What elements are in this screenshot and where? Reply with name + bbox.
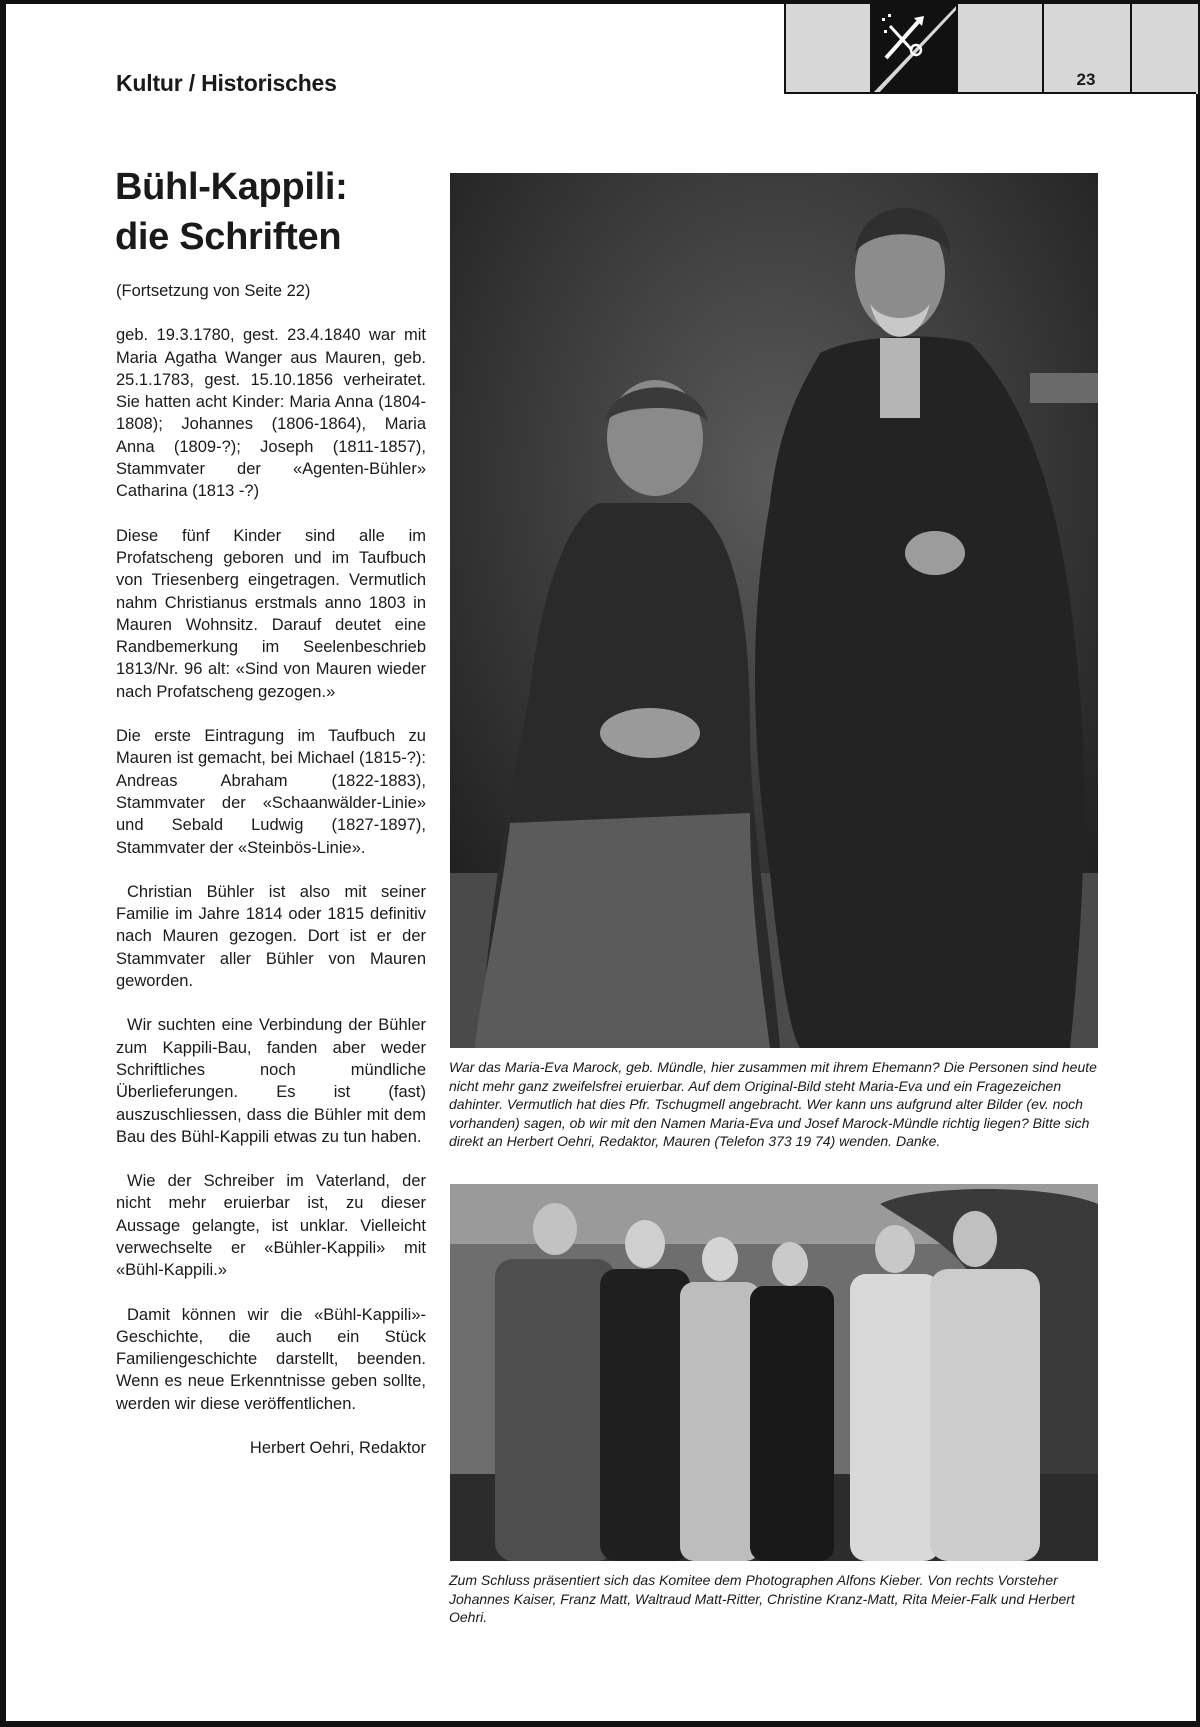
article-title	[115, 162, 415, 262]
header-cell	[784, 4, 872, 94]
committee-group-illustration	[450, 1184, 1098, 1561]
crossed-tools-emblem-icon	[872, 4, 958, 94]
photo-caption-bottom: Zum Schluss präsentiert sich das Komitee dem Photographen Alfons Kieber. Von rechts Vorsteher Johannes Kaiser, Franz Matt, Waltraud Matt-Ritter, Christine Kranz-Matt, Rita Meier-Falk und Herbert Oehri.	[449, 1572, 1075, 1626]
page-border-right	[1196, 0, 1200, 1727]
header-emblem-cell	[870, 4, 958, 94]
section-label: Kultur / Historisches	[116, 70, 337, 96]
article-paragraph: geb. 19.3.1780, gest. 23.4.1840 war mit Maria Agatha Wanger aus Mauren, geb. 25.1.1783, gest. 15.10.1856 verheiratet. Sie hatten acht Kinder: Maria Anna (1804-1808); Johannes (1806-1864), Maria Anna (1809-?); Joseph (1811-1857), Stammvater der «Agenten-Bühler» Catharina (1813 -?)	[116, 326, 426, 501]
page-border-bottom	[0, 1721, 1200, 1727]
article-paragraph: Wie der Schreiber im Vaterland, der nicht mehr eruierbar ist, zu dieser Aussage gelangte, ist unklar. Vielleicht verwechselte er «Bühler-Kappili» mit «Bühl-Kappili.»	[116, 1172, 426, 1280]
article-paragraph: Christian Bühler ist also mit seiner Familie im Jahre 1814 oder 1815 definitiv nach Mauren gezogen. Dort ist er der Stammvater aller Bühler von Mauren geworden.	[116, 882, 426, 991]
article-paragraph: Wir suchten eine Verbindung der Bühler zum Kappili-Bau, fanden aber weder Schriftliches noch mündliche Überlieferungen. Es ist (fast) auszuschliessen, dass die Bühler mit dem Bau des Bühl-Kappili etwas zu tun haben.	[116, 1016, 426, 1146]
header-rule	[784, 92, 1196, 94]
historic-couple-illustration	[450, 173, 1098, 1048]
article-title-line: die Schriften	[115, 216, 342, 258]
historic-couple-photo	[450, 173, 1098, 1048]
author-signature: Herbert Oehri, Redaktor	[249, 1439, 426, 1458]
article-paragraph: Die erste Eintragung im Taufbuch zu Mauren ist gemacht, bei Michael (1815-?): Andreas Abraham (1822-1883), Stammvater der «Schaanwälder-Linie» und Sebald Ludwig (1827-1897), Stammvater der «Steinbös-Linie».	[116, 727, 426, 857]
article-title-line: Bühl-Kappili:	[115, 166, 348, 208]
article-paragraph: Damit können wir die «Bühl-Kappili»-Geschichte, die auch ein Stück Familiengeschichte darstellt, beenden. Wenn es neue Erkenntnisse geben sollte, werden wir diese veröffentlichen.	[116, 1305, 426, 1413]
committee-group-photo	[450, 1184, 1098, 1561]
header-grid	[784, 4, 1196, 94]
header-cell	[956, 4, 1044, 94]
photo-caption-top: War das Maria-Eva Marock, geb. Mündle, hier zusammen mit ihrem Ehemann? Die Personen sind heute nicht mehr ganz zweifelsfrei eruierbar. Auf dem Original-Bild steht Maria-Eva und ein Fragezeichen dahinter. Vermutlich hat dies Pfr. Tschugmell angebracht. Wer kann uns aufgrund alter Bilder (ev. noch vorhanden) sagen, ob wir mit den Namen Maria-Eva und Josef Marock-Mündle richtig liegen? Bitte sich direkt an Herbert Oehri, Redaktor, Mauren (Telefon 373 19 74) wenden. Danke.	[449, 1059, 1097, 1150]
page-border-left	[0, 0, 6, 1727]
continuation-note: (Fortsetzung von Seite 22)	[116, 282, 311, 300]
page-number: 23	[1076, 70, 1096, 89]
article-body	[116, 280, 426, 1481]
article-paragraph: Diese fünf Kinder sind alle im Profatscheng geboren und im Taufbuch von Triesenberg eingetragen. Vermutlich nahm Christianus erstmals anno 1803 in Mauren Wohnsitz. Darauf deutet eine Randbemerkung im Seelenbeschrieb 1813/Nr. 96 alt: «Sind von Mauren wieder nach Profatscheng gezogen.»	[116, 526, 426, 701]
header-cell	[1130, 4, 1198, 94]
